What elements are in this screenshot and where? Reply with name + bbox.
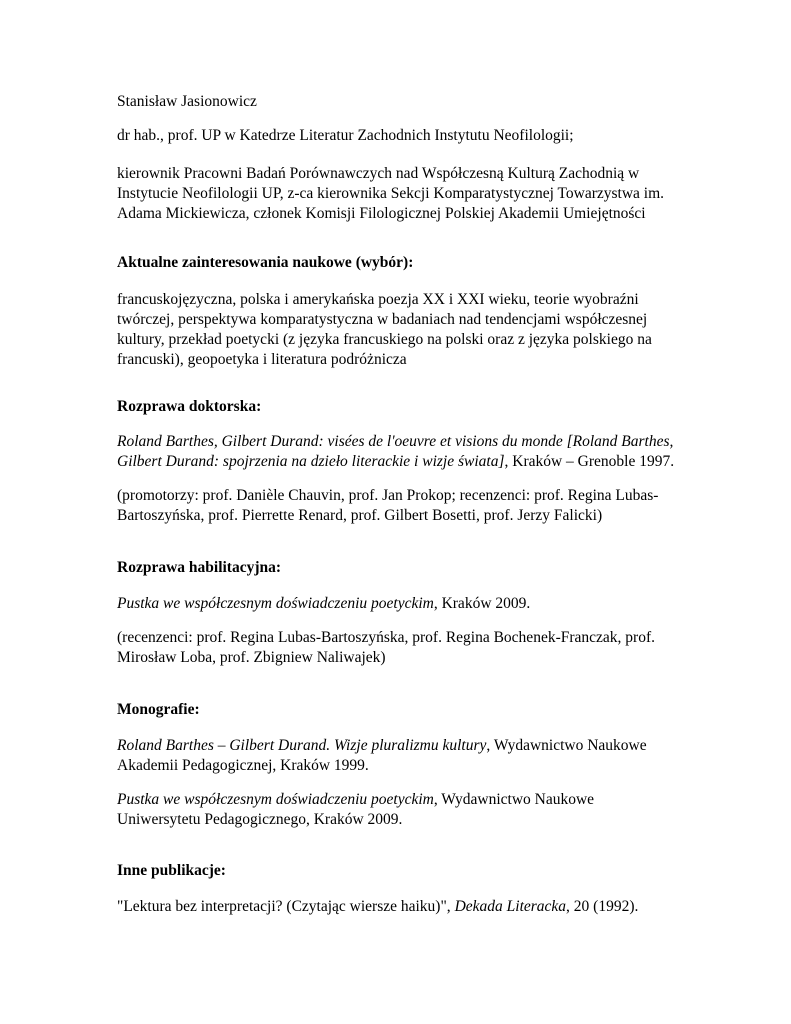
interests-line: twórczej, perspektywa komparatystyczna w badaniach nad tendencjami współczesnej [117,311,648,328]
publication-article: "Lektura bez interpretacji? (Czytając wiersze haiku)", [117,898,455,915]
habilitation-reviewers-line: (recenzenci: prof. Regina Lubas-Bartoszyńska, prof. Regina Bochenek-Franczak, prof. [117,629,655,646]
doctoral-title-line: Gilbert Durand: spojrzenia na dzieło literackie i wizje świata] [117,453,505,470]
interests-line: francuskojęzyczna, polska i amerykańska poezja XX i XXI wieku, teorie wyobraźni [117,291,639,308]
habilitation-place-year: , Kraków 2009. [433,595,531,612]
roles-line: Adama Mickiewicza, członek Komisji Filologicznej Polskiej Akademii Umiejętności [117,205,646,222]
author-name: Stanisław Jasionowicz [117,93,257,110]
interests-line: kultury, przekład poetycki (z języka francuskiego na polski oraz z języka polskiego na [117,331,652,348]
monograph-publisher-line: Akademii Pedagogicznej, Kraków 1999. [117,757,369,774]
other-publication-item [117,897,717,917]
doctoral-reviewers [117,486,717,526]
monograph-publisher-line: Uniwersytetu Pedagogicznego, Kraków 2009. [117,811,403,828]
roles-line: kierownik Pracowni Badań Porównawczych nad Współczesną Kulturą Zachodnią w [117,165,640,182]
doctoral-reviewers-line: (promotorzy: prof. Danièle Chauvin, prof. Jan Prokop; recenzenci: prof. Regina Lubas- [117,487,659,504]
habilitation-reviewers [117,628,717,668]
habilitation-heading: Rozprawa habilitacyjna: [117,559,282,576]
other-publications-heading: Inne publikacje: [117,862,226,879]
doctoral-place-year: , Kraków – Grenoble 1997. [504,453,675,470]
habilitation-title-text: Pustka we współczesnym doświadczeniu poetyckim [117,595,434,612]
monographs-heading: Monografie: [117,701,200,718]
publication-issue: , 20 (1992). [566,898,639,915]
position-line: dr hab., prof. UP w Katedrze Literatur Zachodnich Instytutu Neofilologii; [117,127,574,144]
interests-paragraph [117,290,717,370]
roles-paragraph [117,164,717,224]
habilitation-reviewers-line: Mirosław Loba, prof. Zbigniew Naliwajek) [117,649,386,666]
monograph-publisher: , Wydawnictwo Naukowe [433,791,595,808]
doctoral-heading: Rozprawa doktorska: [117,398,262,415]
monograph-item [117,736,717,776]
habilitation-title [117,594,717,614]
monograph-item [117,790,717,830]
doctoral-title [117,432,717,472]
roles-line: Instytucie Neofilologii UP, z-ca kierownika Sekcji Komparatystycznej Towarzystwa im. [117,185,665,202]
doctoral-title-line: Roland Barthes, Gilbert Durand: visées de l'oeuvre et visions du monde [Roland Barthes, [117,433,674,450]
interests-heading: Aktualne zainteresowania naukowe (wybór): [117,254,414,271]
interests-line: francuski), geopoetyka i literatura podróżnicza [117,351,407,368]
monograph-title: Roland Barthes – Gilbert Durand. Wizje pluralizmu kultury [117,737,487,754]
doctoral-reviewers-line: Bartoszyńska, prof. Pierrette Renard, prof. Gilbert Bosetti, prof. Jerzy Falicki) [117,507,603,524]
monograph-publisher: , Wydawnictwo Naukowe [486,737,647,754]
monograph-title: Pustka we współczesnym doświadczeniu poetyckim [117,791,434,808]
publication-journal: Dekada Literacka [454,898,567,915]
